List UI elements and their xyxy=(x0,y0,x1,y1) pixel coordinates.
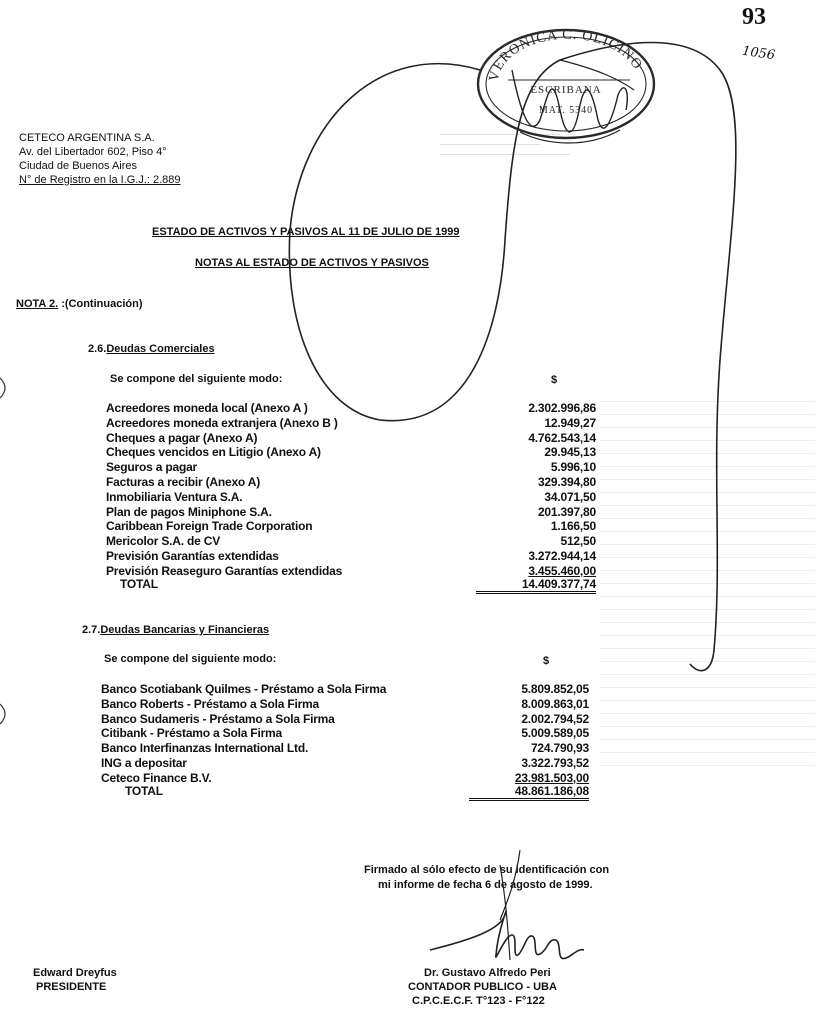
accountant-title: CONTADOR PUBLICO - UBA xyxy=(408,981,557,993)
section-2-7-currency: $ xyxy=(543,655,550,667)
table-row: Seguros a pagar 5.996,10 xyxy=(106,460,596,475)
table-row: Ceteco Finance B.V. 23.981.503,00 xyxy=(101,770,589,785)
total-amount: 48.861.186,08 xyxy=(469,785,589,801)
certification-note xyxy=(364,863,609,893)
table-total-row: TOTAL 14.409.377,74 xyxy=(106,579,596,594)
stamp-role: ESCRIBANA xyxy=(530,84,602,96)
table-row: Previsión Reaseguro Garantías extendidas 3.455.460,00 xyxy=(106,563,596,578)
accountant-signatory xyxy=(408,966,557,1008)
president-name: Edward Dreyfus xyxy=(33,967,117,979)
bleed-through-columns xyxy=(600,392,815,772)
table-row: Acreedores moneda local (Anexo A ) 2.302.996,86 xyxy=(106,401,596,415)
deudas-bancarias-table xyxy=(101,682,589,800)
table-row: Cheques a pagar (Anexo A) 4.762.543,14 xyxy=(106,430,596,445)
company-address: Av. del Libertador 602, Piso 4° xyxy=(19,146,167,158)
table-total-row: TOTAL 48.861.186,08 xyxy=(101,786,589,801)
table-row: Citibank - Préstamo a Sola Firma 5.009.589,05 xyxy=(101,726,589,741)
table-row: Caribbean Foreign Trade Corporation 1.166,50 xyxy=(106,519,596,534)
document-title: ESTADO DE ACTIVOS Y PASIVOS AL 11 DE JULIO DE 1999 xyxy=(152,226,460,238)
page-number: 93 xyxy=(742,4,766,30)
nota-suffix: :(Continuación) xyxy=(58,298,143,310)
section-2-7-heading xyxy=(82,624,269,636)
stamp-matricula: MAT. 5340 xyxy=(538,105,594,116)
company-header xyxy=(19,131,181,187)
table-row: Previsión Garantías extendidas 3.272.944,14 xyxy=(106,548,596,563)
table-row: Banco Scotiabank Quilmes - Préstamo a Sola Firma 5.809.852,05 xyxy=(101,682,589,696)
document-subtitle: NOTAS AL ESTADO DE ACTIVOS Y PASIVOS xyxy=(195,257,429,269)
section-2-6-intro: Se compone del siguiente modo: xyxy=(110,373,283,385)
table-row: Facturas a recibir (Anexo A) 329.394,80 xyxy=(106,474,596,489)
table-row: Mericolor S.A. de CV 512,50 xyxy=(106,534,596,549)
nota-heading xyxy=(16,298,143,310)
company-registry: N° de Registro en la I.G.J.: 2.889 xyxy=(19,174,181,186)
section-2-7-title: Deudas Bancarias y Financieras xyxy=(100,624,270,636)
section-2-7-intro: Se compone del siguiente modo: xyxy=(104,653,277,665)
certification-line-2: mi informe de fecha 6 de agosto de 1999. xyxy=(378,879,593,891)
table-row: Inmobiliaria Ventura S.A. 34.071,50 xyxy=(106,489,596,504)
section-2-6-number: 2.6. xyxy=(88,343,107,355)
stamp-name: VERONICA C. OLICINO xyxy=(486,27,645,83)
nota-label: NOTA 2. xyxy=(16,298,59,310)
accountant-name: Dr. Gustavo Alfredo Peri xyxy=(424,967,551,979)
table-row: Cheques vencidos en Litigio (Anexo A) 29.945,13 xyxy=(106,445,596,460)
table-row: Banco Interfinanzas International Ltd. 724.790,93 xyxy=(101,741,589,756)
svg-text:VERONICA C. OLICINO xyxy=(487,28,645,83)
table-row: Banco Roberts - Préstamo a Sola Firma 8.009.863,01 xyxy=(101,696,589,711)
president-signatory xyxy=(33,966,117,994)
section-2-7-number: 2.7. xyxy=(82,624,101,636)
section-2-6-title: Deudas Comerciales xyxy=(106,343,215,355)
section-2-6-heading xyxy=(88,343,215,355)
table-row: ING a depositar 3.322.793,52 xyxy=(101,755,589,770)
total-amount: 14.409.377,74 xyxy=(476,578,596,594)
certification-line-1: Firmado al sólo efecto de su identificación con xyxy=(364,864,610,876)
table-row: Banco Sudameris - Préstamo a Sola Firma 2.002.794,52 xyxy=(101,711,589,726)
table-row: Plan de pagos Miniphone S.A. 201.397,80 xyxy=(106,504,596,519)
deudas-comerciales-table xyxy=(106,401,596,593)
company-name: CETECO ARGENTINA S.A. xyxy=(19,132,155,144)
folio-handwritten: 1056 xyxy=(741,43,776,64)
section-2-6-currency: $ xyxy=(551,374,558,386)
president-title: PRESIDENTE xyxy=(36,981,107,993)
company-city: Ciudad de Buenos Aires xyxy=(19,160,138,172)
accountant-registry: C.P.C.E.C.F. T°123 - F°122 xyxy=(412,995,545,1007)
bleed-through-text xyxy=(440,125,590,185)
table-row: Acreedores moneda extranjera (Anexo B ) 12.949,27 xyxy=(106,415,596,430)
